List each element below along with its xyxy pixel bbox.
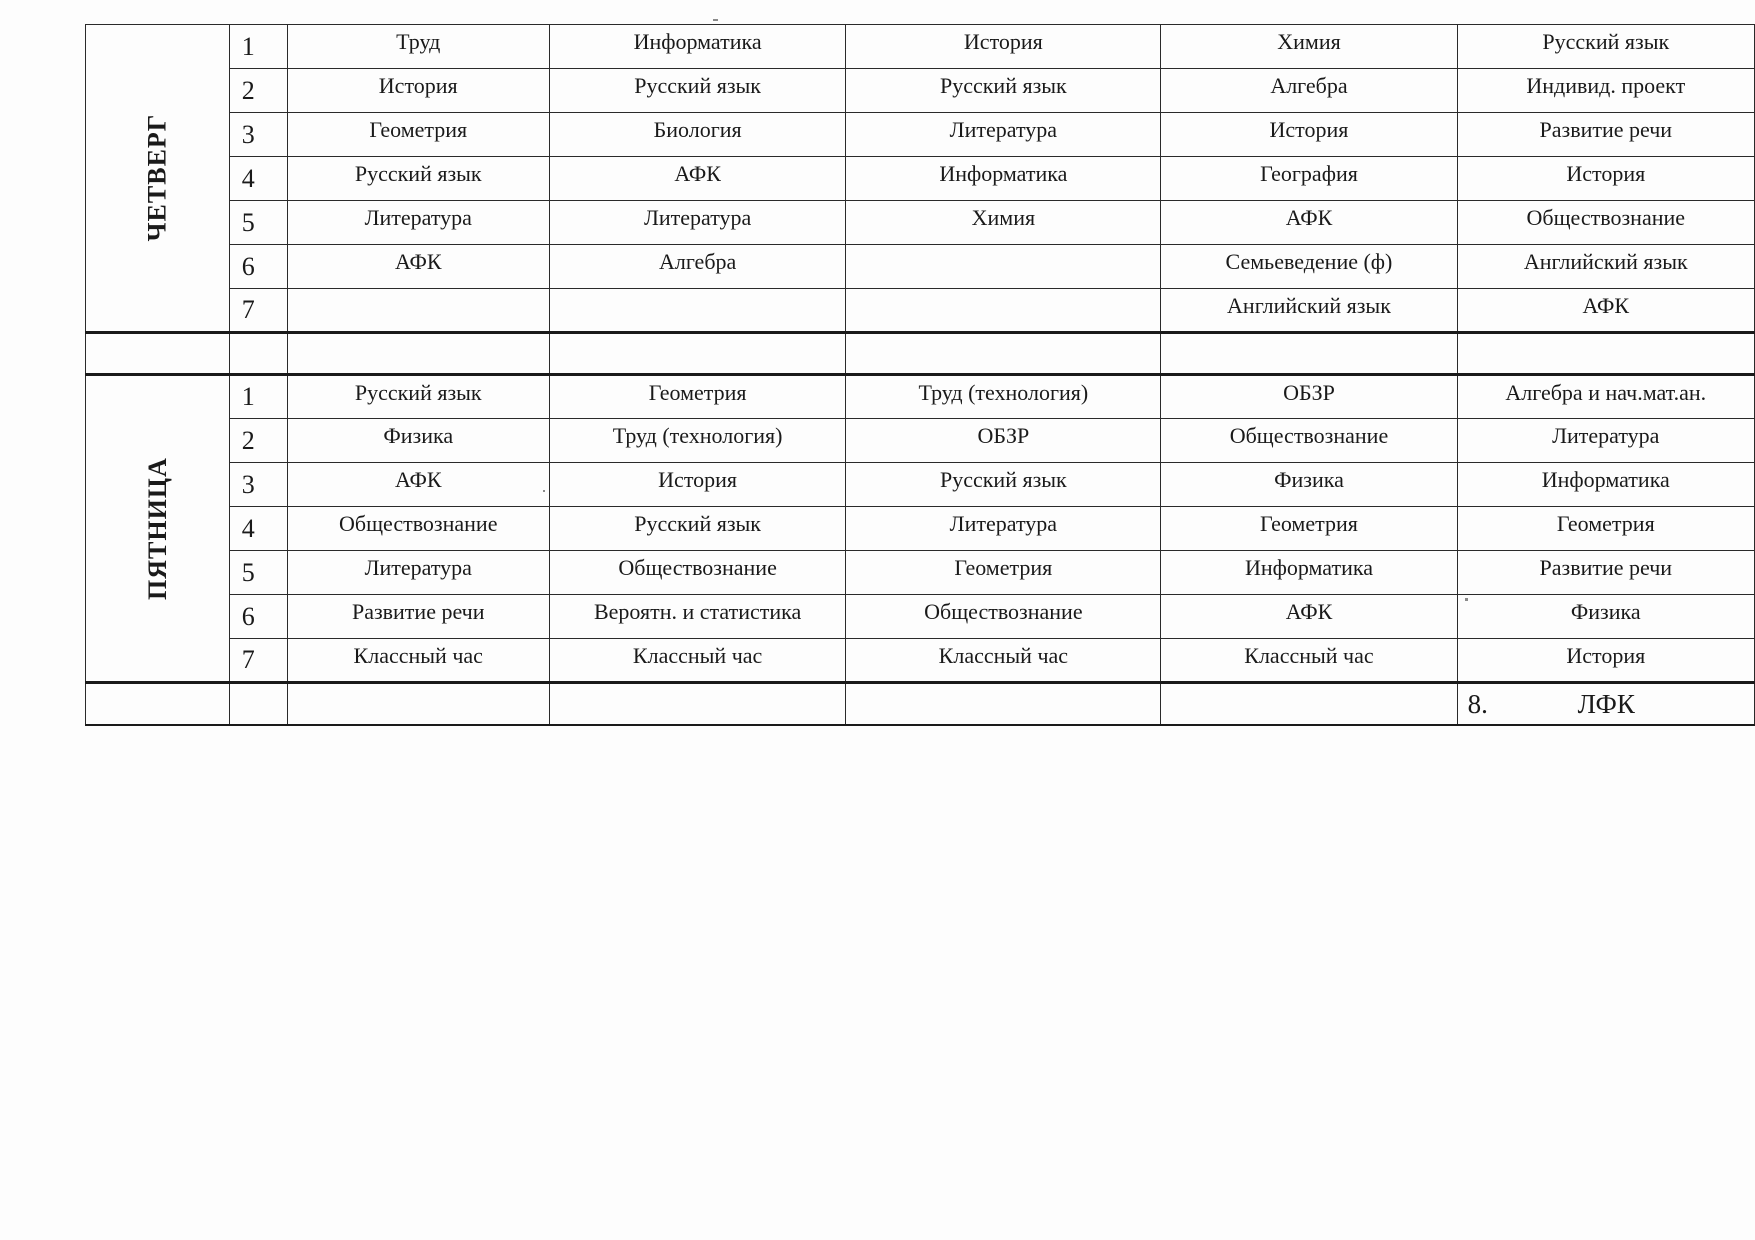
subject-cell-class-4: Семьеведение (ф) xyxy=(1161,245,1457,289)
subject-cell-class-3: Информатика xyxy=(846,157,1161,201)
empty-cell xyxy=(1161,683,1457,725)
subject-cell-class-4: Алгебра xyxy=(1161,69,1457,113)
day-label: ЧЕТВЕРГ xyxy=(142,114,172,242)
lesson-row xyxy=(86,639,1755,683)
separator-row xyxy=(86,333,1755,375)
subject-cell-class-1: АФК xyxy=(287,245,549,289)
subject-cell-class-5: Геометрия xyxy=(1457,507,1754,551)
subject-cell-class-1: Геометрия xyxy=(287,113,549,157)
lesson-row xyxy=(86,113,1755,157)
subject-cell-class-2: Русский язык xyxy=(549,507,845,551)
subject-cell-class-4: Обществознание xyxy=(1161,419,1457,463)
empty-cell xyxy=(549,333,845,375)
subject-cell-class-4: АФК xyxy=(1161,201,1457,245)
subject-cell-class-2: Русский язык xyxy=(549,69,845,113)
subject-cell-class-2: Алгебра xyxy=(549,245,845,289)
subject-cell-class-4: Информатика xyxy=(1161,551,1457,595)
subject-cell-class-3 xyxy=(846,289,1161,333)
subject-cell-class-3: История xyxy=(846,25,1161,69)
subject-cell-class-5: Русский язык xyxy=(1457,25,1754,69)
subject-cell-class-1: Труд xyxy=(287,25,549,69)
subject-cell-class-1: Литература xyxy=(287,551,549,595)
empty-cell xyxy=(287,683,549,725)
lesson-row xyxy=(86,245,1755,289)
subject-cell-class-5: История xyxy=(1457,157,1754,201)
extra-lesson-subject: ЛФК xyxy=(1577,688,1635,719)
subject-cell-class-2: АФК xyxy=(549,157,845,201)
lesson-row xyxy=(86,157,1755,201)
lesson-row xyxy=(86,551,1755,595)
empty-cell xyxy=(1457,333,1754,375)
subject-cell-class-2: Литература xyxy=(549,201,845,245)
lesson-number: 6 xyxy=(229,245,287,289)
subject-cell-class-3: Русский язык xyxy=(846,463,1161,507)
empty-cell xyxy=(1161,333,1457,375)
lesson-number: 5 xyxy=(229,201,287,245)
subject-cell-class-2: Биология xyxy=(549,113,845,157)
lesson-number: 1 xyxy=(229,25,287,69)
subject-cell-class-2: Труд (технология) xyxy=(549,419,845,463)
lesson-number: 3 xyxy=(229,463,287,507)
lesson-row xyxy=(86,507,1755,551)
subject-cell-class-1: Литература xyxy=(287,201,549,245)
subject-cell-class-4: Физика xyxy=(1161,463,1457,507)
lesson-row xyxy=(86,595,1755,639)
lesson-number: 4 xyxy=(229,157,287,201)
empty-cell xyxy=(86,683,230,725)
subject-cell-class-1: Русский язык xyxy=(287,157,549,201)
subject-cell-class-3: Литература xyxy=(846,507,1161,551)
empty-cell xyxy=(86,333,230,375)
empty-cell xyxy=(846,683,1161,725)
timetable xyxy=(85,24,1755,726)
subject-cell-class-3: Литература xyxy=(846,113,1161,157)
scan-speck xyxy=(1465,598,1468,601)
lesson-row xyxy=(86,69,1755,113)
lesson-row xyxy=(86,289,1755,333)
subject-cell-class-5: Индивид. проект xyxy=(1457,69,1754,113)
subject-cell-class-2 xyxy=(549,289,845,333)
subject-cell-class-3: Русский язык xyxy=(846,69,1161,113)
subject-cell-class-3: Химия xyxy=(846,201,1161,245)
subject-cell-class-4: Геометрия xyxy=(1161,507,1457,551)
subject-cell-class-3: ОБЗР xyxy=(846,419,1161,463)
subject-cell-class-5: Алгебра и нач.мат.ан. xyxy=(1457,375,1754,419)
subject-cell-class-2: Геометрия xyxy=(549,375,845,419)
subject-cell-class-5: Развитие речи xyxy=(1457,113,1754,157)
day-cell xyxy=(86,25,230,333)
subject-cell-class-1: История xyxy=(287,69,549,113)
lesson-number: 7 xyxy=(229,289,287,333)
subject-cell-class-4: Классный час xyxy=(1161,639,1457,683)
subject-cell-class-1: Физика xyxy=(287,419,549,463)
scan-speck xyxy=(713,19,718,21)
lesson-number: 6 xyxy=(229,595,287,639)
subject-cell-class-3: Классный час xyxy=(846,639,1161,683)
lesson-row xyxy=(86,419,1755,463)
subject-cell-class-2: Обществознание xyxy=(549,551,845,595)
subject-cell-class-3: Геометрия xyxy=(846,551,1161,595)
subject-cell-class-5: Английский язык xyxy=(1457,245,1754,289)
subject-cell-class-2: Вероятн. и статистика xyxy=(549,595,845,639)
lesson-row xyxy=(86,375,1755,419)
day-label: ПЯТНИЦА xyxy=(142,457,172,600)
empty-cell xyxy=(846,333,1161,375)
subject-cell-class-2: История xyxy=(549,463,845,507)
extra-lesson-number: 8. xyxy=(1467,688,1488,719)
subject-cell-class-4: АФК xyxy=(1161,595,1457,639)
subject-cell-class-4: Английский язык xyxy=(1161,289,1457,333)
subject-cell-class-1: Русский язык xyxy=(287,375,549,419)
subject-cell-class-1: Классный час xyxy=(287,639,549,683)
subject-cell-class-5: Литература xyxy=(1457,419,1754,463)
subject-cell-class-4: Химия xyxy=(1161,25,1457,69)
lesson-number: 4 xyxy=(229,507,287,551)
lesson-row xyxy=(86,463,1755,507)
subject-cell-class-5: Развитие речи xyxy=(1457,551,1754,595)
subject-cell-class-5: Физика xyxy=(1457,595,1754,639)
subject-cell-class-4: История xyxy=(1161,113,1457,157)
extra-lesson-cell xyxy=(1457,683,1754,725)
day-cell xyxy=(86,375,230,683)
lesson-row xyxy=(86,25,1755,69)
subject-cell-class-1: Развитие речи xyxy=(287,595,549,639)
subject-cell-class-2: Информатика xyxy=(549,25,845,69)
empty-cell xyxy=(229,683,287,725)
subject-cell-class-2: Классный час xyxy=(549,639,845,683)
timetable-body xyxy=(86,25,1755,725)
subject-cell-class-1 xyxy=(287,289,549,333)
subject-cell-class-5: История xyxy=(1457,639,1754,683)
empty-cell xyxy=(229,333,287,375)
extra-row xyxy=(86,683,1755,725)
empty-cell xyxy=(549,683,845,725)
subject-cell-class-5: Обществознание xyxy=(1457,201,1754,245)
scan-speck xyxy=(543,490,545,492)
subject-cell-class-5: АФК xyxy=(1457,289,1754,333)
subject-cell-class-3: Обществознание xyxy=(846,595,1161,639)
subject-cell-class-3 xyxy=(846,245,1161,289)
lesson-number: 7 xyxy=(229,639,287,683)
subject-cell-class-4: ОБЗР xyxy=(1161,375,1457,419)
lesson-number: 5 xyxy=(229,551,287,595)
lesson-number: 2 xyxy=(229,419,287,463)
lesson-number: 1 xyxy=(229,375,287,419)
subject-cell-class-4: География xyxy=(1161,157,1457,201)
subject-cell-class-5: Информатика xyxy=(1457,463,1754,507)
subject-cell-class-1: Обществознание xyxy=(287,507,549,551)
lesson-number: 3 xyxy=(229,113,287,157)
lesson-row xyxy=(86,201,1755,245)
subject-cell-class-3: Труд (технология) xyxy=(846,375,1161,419)
empty-cell xyxy=(287,333,549,375)
lesson-number: 2 xyxy=(229,69,287,113)
subject-cell-class-1: АФК xyxy=(287,463,549,507)
